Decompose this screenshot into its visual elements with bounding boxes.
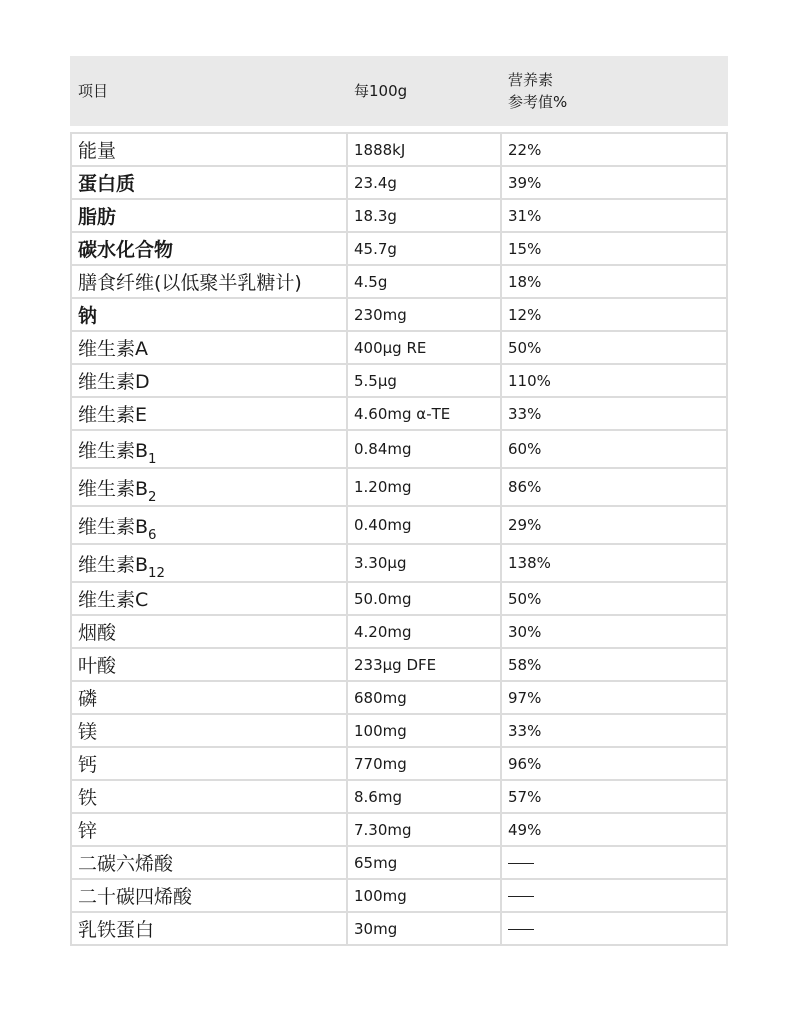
- nutrient-name-text: 钙: [78, 754, 98, 776]
- table-row: [71, 506, 727, 544]
- table-row: [71, 166, 727, 199]
- nutrient-name: [71, 298, 347, 331]
- nutrient-name: [71, 813, 347, 846]
- nutrient-nrv-percent: 33%: [501, 714, 727, 747]
- nutrient-name-text: 碳水化合物: [78, 239, 174, 261]
- nutrient-nrv-percent: 49%: [501, 813, 727, 846]
- nutrient-nrv-percent: 30%: [501, 615, 727, 648]
- nutrient-name: [71, 714, 347, 747]
- table-row: [71, 265, 727, 298]
- nutrient-nrv-percent: 15%: [501, 232, 727, 265]
- nutrient-name-text: 锌: [78, 820, 98, 842]
- dash-mark: [508, 896, 534, 897]
- dash-mark: [508, 929, 534, 930]
- nutrient-nrv-percent: 18%: [501, 265, 727, 298]
- nutrient-nrv-percent: 12%: [501, 298, 727, 331]
- nutrient-name: [71, 582, 347, 615]
- nutrient-name-text: 脂肪: [78, 206, 117, 228]
- nutrient-name-text: 二十碳四烯酸: [78, 886, 193, 908]
- nutrient-name-text: 能量: [78, 140, 117, 162]
- nutrient-nrv-percent: 31%: [501, 199, 727, 232]
- nutrient-value: 400μg RE: [347, 331, 501, 364]
- nutrient-value: 7.30mg: [347, 813, 501, 846]
- nutrient-nrv-percent: 22%: [501, 133, 727, 166]
- nutrient-value: 0.84mg: [347, 430, 501, 468]
- nutrient-name: [71, 615, 347, 648]
- table-row: [71, 298, 727, 331]
- nutrient-name: [71, 364, 347, 397]
- table-row: [71, 681, 727, 714]
- nutrient-name: [71, 544, 347, 582]
- nutrient-name: [71, 648, 347, 681]
- nutrient-nrv-percent: 138%: [501, 544, 727, 582]
- nutrient-name: [71, 166, 347, 199]
- table-row: [71, 232, 727, 265]
- table-row: [71, 364, 727, 397]
- header-nrv: [501, 57, 727, 125]
- header-item: 项目: [71, 57, 347, 125]
- table-row: [71, 879, 727, 912]
- nutrient-value: 5.5μg: [347, 364, 501, 397]
- nutrient-value: 680mg: [347, 681, 501, 714]
- nutrient-name-text: 烟酸: [78, 622, 117, 644]
- nutrient-name-text: 二碳六烯酸: [78, 853, 174, 875]
- nutrient-name-text: 维生素B: [78, 553, 149, 576]
- nutrient-nrv-percent: 39%: [501, 166, 727, 199]
- table-row: [71, 430, 727, 468]
- nutrient-name: [71, 912, 347, 945]
- nutrition-table: [70, 56, 728, 946]
- nutrient-nrv-percent: 110%: [501, 364, 727, 397]
- table-row: [71, 615, 727, 648]
- header-row: [71, 57, 727, 125]
- nutrient-name-text: 维生素D: [78, 371, 150, 393]
- table-row: [71, 397, 727, 430]
- nutrient-name: [71, 879, 347, 912]
- nutrient-value: 23.4g: [347, 166, 501, 199]
- nutrient-nrv-percent: 97%: [501, 681, 727, 714]
- nutrient-nrv-percent: 60%: [501, 430, 727, 468]
- nutrient-name-text: 维生素B: [78, 439, 149, 462]
- table-row: [71, 199, 727, 232]
- nutrient-name-text: 铁: [78, 787, 98, 809]
- dash-mark: [508, 863, 534, 864]
- table-row: [71, 813, 727, 846]
- table-row: [71, 133, 727, 166]
- nutrient-value: 233μg DFE: [347, 648, 501, 681]
- nutrient-name-text: 膳食纤维(以低聚半乳糖计): [78, 272, 302, 294]
- nutrient-nrv-percent: [501, 912, 727, 945]
- header-gap: [71, 125, 727, 133]
- table-row: [71, 846, 727, 879]
- header-nrv-line2: 参考值%: [508, 93, 568, 111]
- nutrient-value: 1.20mg: [347, 468, 501, 506]
- nutrient-nrv-percent: 50%: [501, 331, 727, 364]
- table-body: [71, 125, 727, 945]
- nutrient-name: [71, 331, 347, 364]
- nutrient-name-text: 钠: [78, 305, 98, 327]
- nutrient-name: [71, 430, 347, 468]
- table-row: [71, 780, 727, 813]
- nutrient-name: [71, 397, 347, 430]
- table-row: [71, 648, 727, 681]
- table-row: [71, 714, 727, 747]
- nutrient-value: 30mg: [347, 912, 501, 945]
- nutrient-name: [71, 232, 347, 265]
- nutrient-value: 0.40mg: [347, 506, 501, 544]
- nutrient-nrv-percent: 58%: [501, 648, 727, 681]
- nutrient-name-text: 叶酸: [78, 655, 117, 677]
- nutrient-name: [71, 133, 347, 166]
- nutrient-value: 4.5g: [347, 265, 501, 298]
- nutrient-value: 50.0mg: [347, 582, 501, 615]
- nutrient-name: [71, 780, 347, 813]
- nutrient-nrv-percent: 50%: [501, 582, 727, 615]
- table-row: [71, 582, 727, 615]
- nutrient-value: 45.7g: [347, 232, 501, 265]
- nutrient-value: 230mg: [347, 298, 501, 331]
- header-nrv-line1: 营养素: [508, 71, 554, 89]
- nutrient-name: [71, 747, 347, 780]
- nutrient-name-text: 维生素E: [78, 404, 148, 426]
- table-header: [71, 57, 727, 125]
- nutrient-subscript: 12: [148, 565, 165, 581]
- table-row: [71, 468, 727, 506]
- nutrient-name: [71, 199, 347, 232]
- table-row: [71, 331, 727, 364]
- nutrient-nrv-percent: 33%: [501, 397, 727, 430]
- nutrient-nrv-percent: [501, 846, 727, 879]
- nutrient-value: 3.30μg: [347, 544, 501, 582]
- nutrient-name-text: 乳铁蛋白: [78, 919, 155, 941]
- table-row: [71, 544, 727, 582]
- nutrient-nrv-percent: 57%: [501, 780, 727, 813]
- nutrient-value: 1888kJ: [347, 133, 501, 166]
- nutrient-name: [71, 506, 347, 544]
- nutrient-value: 65mg: [347, 846, 501, 879]
- nutrient-name-text: 蛋白质: [78, 173, 136, 195]
- nutrient-value: 4.20mg: [347, 615, 501, 648]
- nutrient-name-text: 维生素C: [78, 589, 149, 611]
- nutrient-nrv-percent: 29%: [501, 506, 727, 544]
- nutrient-name-text: 维生素A: [78, 338, 148, 360]
- nutrient-name: [71, 265, 347, 298]
- table-row: [71, 912, 727, 945]
- nutrient-subscript: 2: [148, 489, 157, 505]
- nutrient-name-text: 磷: [78, 688, 98, 710]
- nutrient-name-text: 镁: [78, 721, 98, 743]
- nutrient-nrv-percent: 86%: [501, 468, 727, 506]
- table-row: [71, 747, 727, 780]
- nutrient-name-text: 维生素B: [78, 515, 149, 538]
- nutrient-name: [71, 681, 347, 714]
- nutrient-value: 18.3g: [347, 199, 501, 232]
- nutrient-name: [71, 468, 347, 506]
- nutrient-value: 4.60mg α-TE: [347, 397, 501, 430]
- nutrient-value: 770mg: [347, 747, 501, 780]
- nutrient-name: [71, 846, 347, 879]
- nutrient-nrv-percent: 96%: [501, 747, 727, 780]
- nutrient-subscript: 1: [148, 451, 157, 467]
- nutrient-value: 100mg: [347, 879, 501, 912]
- nutrient-subscript: 6: [148, 527, 157, 543]
- nutrient-value: 100mg: [347, 714, 501, 747]
- nutrient-value: 8.6mg: [347, 780, 501, 813]
- nutrient-name-text: 维生素B: [78, 477, 149, 500]
- nutrient-nrv-percent: [501, 879, 727, 912]
- header-per-100g: 每100g: [347, 57, 501, 125]
